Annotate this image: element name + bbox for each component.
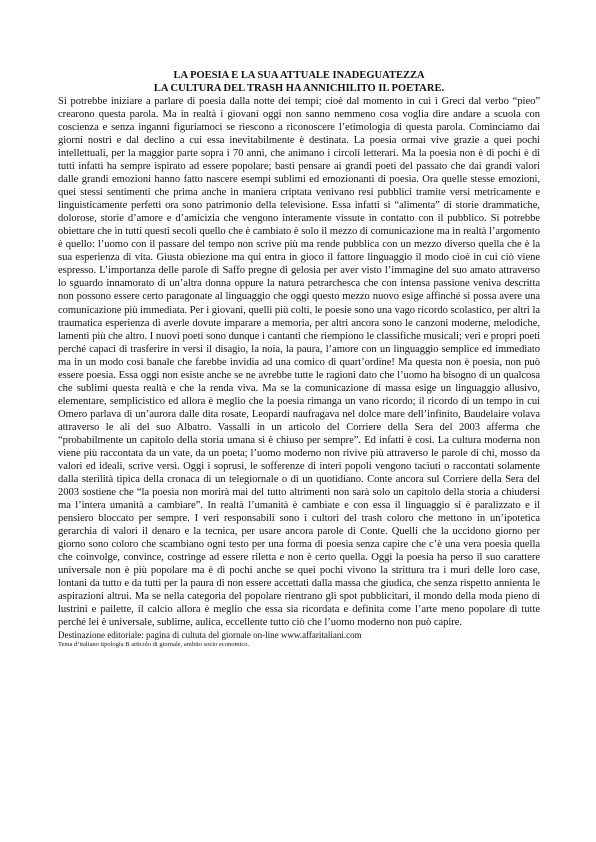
page-title: LA POESIA E LA SUA ATTUALE INADEGUATEZZA	[173, 70, 425, 81]
title-block	[58, 69, 540, 95]
article-body: Si potrebbe iniziare a parlare di poesia dalla notte dei tempi; cioè dal momento in cui i Greci dal verbo “pieo” crearono questa parola. Ma in realtà i giovani oggi non sanno nemmeno cosa voglia dire andare a scuola con coscienza e senza inganni figuriamoci se riescono a riconoscere l’etimologia di questa parola. Cominciamo dai giorni nostri e dal declino a cui essa inevitabilmente è destinata. La poesia ormai vive grazie a quei pochi intellettuali, per la maggior parte sopra i 70 anni, che animano i circoli letterari. Ma la poesia non è di pochi è di tutti infatti ha sempre ispirato ad essere popolare; basti pensare ai grandi poeti del passato che dai grandi valori dalle grandi emozioni hanno fatto nascere esempi sublimi ed emozionanti di poesia. Ora quelle stesse emozioni, quei stessi sentimenti che prima anche in maniera criptata venivano resi pubblici tramite versi metricamente e linguisticamente perfetti ora sono patrimonio della televisione. Essa infatti si “alimenta” di storie drammatiche, dolorose, storie d’amore e d’amicizia che vengono interamente vissute in contatto con il pubblico. Si potrebbe obiettare che in tutti questi secoli quello che è cambiato è solo il mezzo di comunicazione ma in realtà l’argomento è quello: l’uomo con il passare del tempo non scrive più ma rende pubblica con un mezzo diverso quella che è la sua esperienza di vita. Giusta obiezione ma qui entra in gioco il fattore linguaggio il modo cioè in cui ciò viene espresso. L’importanza delle parole di Saffo pregne di gelosia per aver visto l’immagine del suo amato attraverso lo sguardo innamorato di un’altra donna oppure la natura petrarchesca che con intensa passione veniva descritta non possono essere certo paragonate al linguaggio che oggi questo mezzo nuovo esige affinché si possa avere una comunicazione più immediata. Per i giovani, quelli più colti, le poesie sono una vago ricordo scolastico, per altri la traumatica esperienza di averle dovute imparare a memoria, per altri ancora sono le canzoni moderne, melodiche, lamenti più che altro. I nuovi poeti sono dunque i cantanti che riempiono le classifiche musicali; veri e propri poeti perché capaci di trasferire in versi il disagio, la noia, la paura, l’amore con un linguaggio semplice ed immediato ma in un modo così banale che farebbe invidia ad una comico di quart’ordine! Ma questa non è poesia, non può essere poesia. Essa oggi non esiste anche se ne avrebbe tutte le ragioni dato che l’uomo ha bisogno di un qualcosa che sublimi questa realtà e che la renda viva. Ma se la comunicazione di massa esige un linguaggio allusivo, elementare, semplicistico ed allora è meglio che la poesia rimanga un vano ricordo; il ricordo di un tempo in cui Omero parlava di un’aurora dalle dita rosate, Leopardi naufragava nel dolce mare dell’infinito, Baudelaire volava attraverso le ali del suo Albatro. Vassalli in un articolo del Corriere della Sera del 2003 afferma che “probabilmente un capitolo della storia umana si è chiuso per sempre”. Ed infatti è così. La cultura moderna non viene più raccontata da un vate, da un poeta; l’uomo moderno non rivive più attraverso le parole di chi, mosso da valori ed ideali, scrive versi. Oggi i soprusi, le sofferenze di interi popoli vengono taciuti o raccontati solamente dalla sterilità tipica della cronaca di un telegiornale o di un quotidiano. Conte ancora sul Corriere della Sera del 2003 sostiene che “la poesia non morirà mai del tutto altrimenti non sarà solo un capitolo della storia a chiudersi ma l’intera umanità a cambiare”. In realtà l’umanità è cambiate e con essa il linguaggio si è paralizzato e il pensiero bloccato per sempre. I veri responsabili sono i cultori del trash coloro che mettono in un’ipotetica gerarchia di valori il denaro e la tecnica, per usare ancora parole di Conte. Quelli che la uccidono giorno per giorno sono coloro che scambiano ogni testo per una forma di poesia senza capire che c’è una vera poesia quella che coinvolge, convince, costringe ad essere riletta e non è certo quella. Oggi la poesia ha perso il suo carattere universale non è più popolare ma è di pochi anche se quei pochi vivono la strittura tra i muri delle loro case, lontani da tutto e da tutti per la paura di non essere accettati dalla massa che giudica, che senza rispetto annienta le aspirazioni altrui. Ma se nella categoria del popolare rientrano gli spot pubblicitari, il mondo della moda pieno di lustrini e pailette, il calcio allora è meglio che essa sia ricordata e definita come l’arte meno popolare di tutte perché lei è universale, sublime, aulica, eccellente tutto ciò che l’uomo moderno non può capire.	[58, 96, 540, 629]
assignment-note: Tema d’italiano tipologia B articolo di giornale, ambito socio economico.	[58, 641, 250, 649]
page-subtitle: LA CULTURA DEL TRASH HA ANNICHILITO IL POETARE.	[153, 83, 445, 94]
document-page	[58, 69, 540, 649]
editorial-destination: Destinazione editoriale: pagina di cultuta del giornale on-line www.affaritaliani.com	[58, 630, 362, 641]
